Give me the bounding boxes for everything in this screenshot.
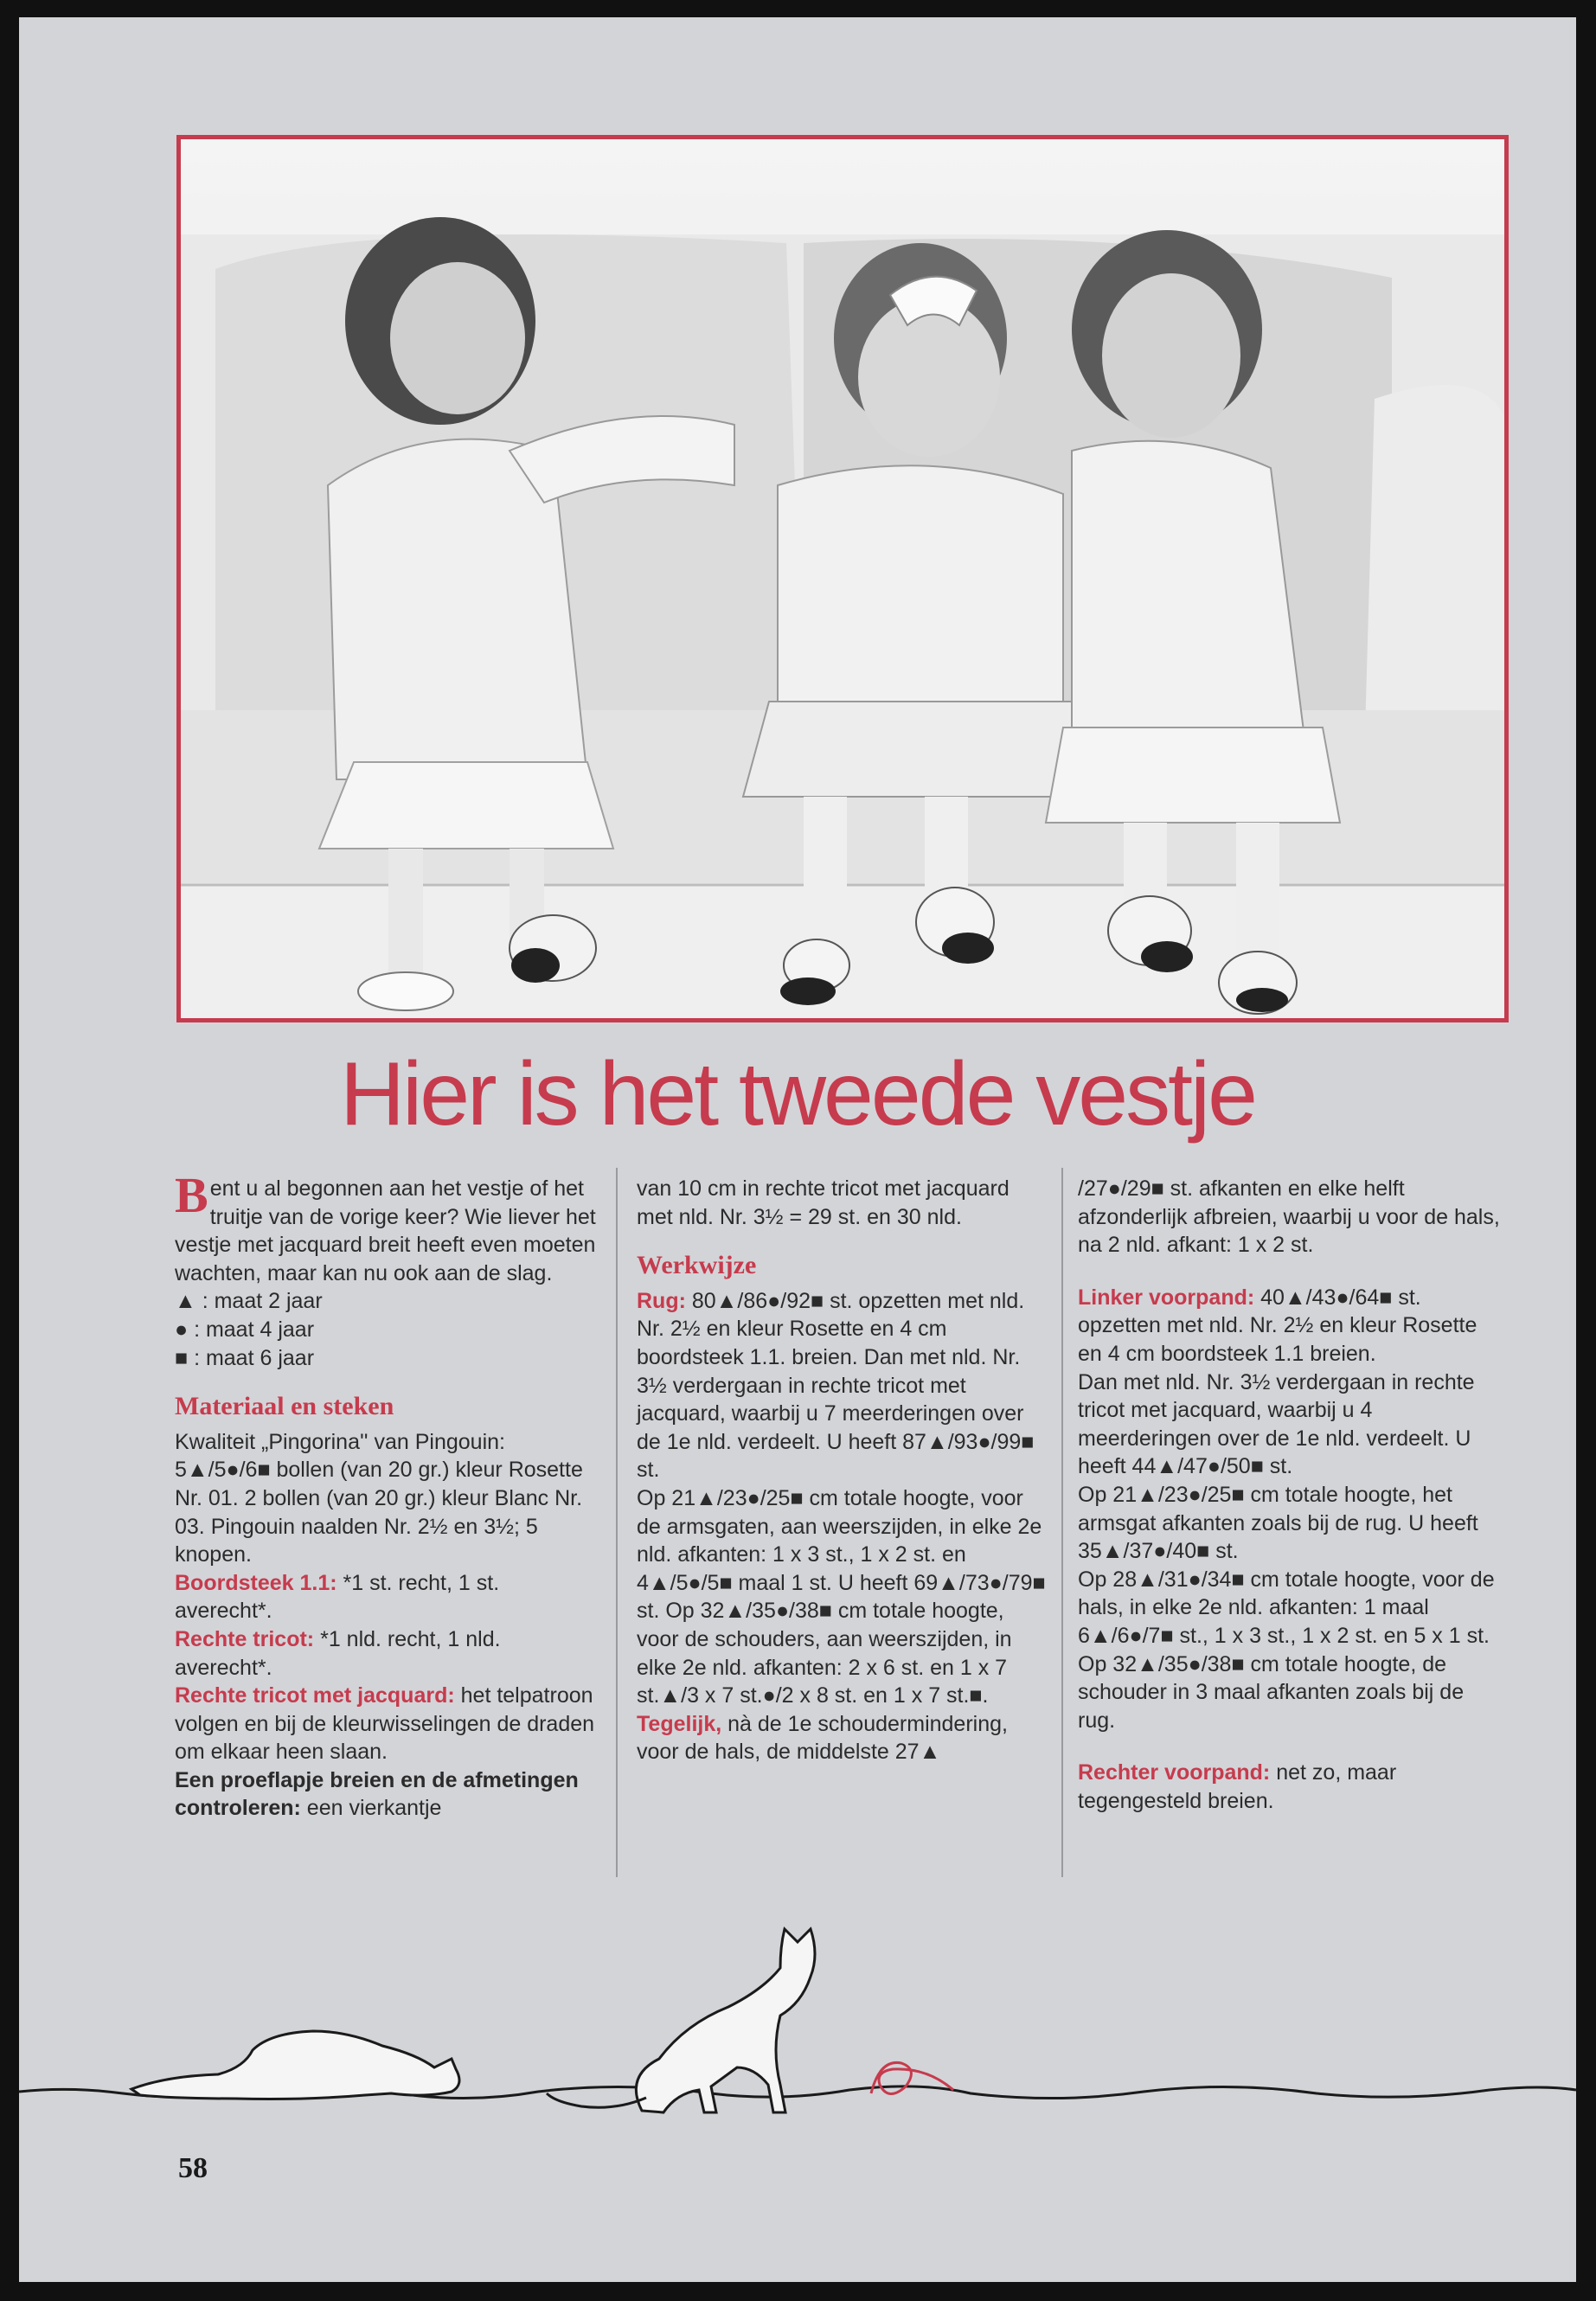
size-legend-item [175,1344,599,1373]
proef-paragraph [175,1766,599,1823]
column-3 [1078,1175,1502,1815]
standing-cat [636,1929,815,2112]
size-legend-item [175,1316,599,1344]
rechte-paragraph [175,1625,599,1682]
column-1 [175,1167,599,1823]
magazine-page [19,17,1576,2282]
rechter-text: net zo, maar tegengesteld breien. [1078,1760,1397,1813]
photo-illustration [181,139,1504,1018]
rechte-label: Rechte tricot: [175,1626,315,1651]
square-icon: ■ [175,1345,189,1370]
linker-label: Linker voorpand: [1078,1285,1255,1310]
cats-line-illustration [19,1886,1576,2163]
proef-text: een vierkantje [300,1796,442,1821]
page-title: Hier is het tweede vestje [340,1044,1255,1144]
size-label: : maat 2 jaar [202,1289,323,1314]
size-label: : maat 4 jaar [194,1317,315,1342]
linker-text: 40▲/43●/64■ st. opzetten met nld. Nr. 2½ en kleur Rosette en 4 cm boordsteek 1.1 breien. [1078,1285,1477,1366]
rechte-text: *1 nld. recht, 1 nld. averecht*. [175,1626,501,1680]
tegelijk-paragraph [637,1710,1048,1766]
column-divider [616,1168,618,1877]
column-divider [1061,1168,1063,1877]
drop-cap: B [175,1167,208,1223]
cat-tail [547,2093,646,2107]
size-legend-item [175,1287,599,1316]
crouching-cat [131,2031,459,2099]
rug-label: Rug: [637,1288,686,1313]
spacer [1078,1734,1502,1759]
photo-three-toddlers-on-sofa [176,135,1509,1022]
circle-icon: ● [175,1317,189,1342]
spacer [1078,1259,1502,1284]
size-label: : maat 6 jaar [194,1345,315,1370]
linker-paragraph-5: Op 32▲/35●/38■ cm totale hoogte, de schouder in 3 maal afkanten zoals bij de rug. [1078,1651,1465,1733]
rug-paragraph [637,1287,1048,1484]
proef-label: Een proeflapje breien en de afmetingen controleren: [175,1767,579,1821]
column-2 [637,1175,1048,1766]
continuation-text: van 10 cm in rechte tricot met jacquard met nld. Nr. 3½ = 29 st. en 30 nld. [637,1176,1010,1229]
jacquard-text: het telpatroon volgen en bij de kleurwisselingen de draden om elkaar heen slaan. [175,1683,595,1765]
boordsteek-label: Boordsteek 1.1: [175,1570,337,1595]
continuation-text: /27●/29■ st. afkanten en elke helft afzonderlijk afbreien, waarbij u voor de hals, na 2 nld. afkant: 1 x 2 st. [1078,1176,1500,1258]
boordsteek-paragraph [175,1569,599,1625]
linker-paragraph-3: Op 21▲/23●/25■ cm totale hoogte, het armsgat afkanten zoals bij de rug. U heeft 35▲/37●/40■ st. [1078,1482,1478,1564]
jacquard-label: Rechte tricot met jacquard: [175,1683,455,1708]
intro-text: ent u al begonnen aan het vestje of het truitje van de vorige keer? Wie liever het vestje met jacquard breit heeft even moeten wachten, maar kan nu ook aan de slag. [175,1176,596,1285]
section-heading-materials: Materiaal en steken [175,1392,394,1421]
intro-paragraph [175,1167,599,1287]
linker-paragraph [1078,1284,1502,1368]
section-heading-werkwijze: Werkwijze [637,1251,757,1280]
rechter-label: Rechter voorpand: [1078,1760,1271,1785]
page-number: 58 [178,2152,208,2184]
rug-paragraph-2: Op 21▲/23●/25■ cm totale hoogte, voor de armsgaten, aan weerszijden, in elke 2e nld. afkanten: 1 x 3 st., 1 x 2 st. en 4▲/5●/5■ maal 1 st. U heeft 69▲/73●/79■ st. Op 32▲/35●/38■ cm totale hoogte, voor de schouders, aan weerszijden, in elke 2e nld. afkanten: 2 x 6 st. en 1 x 7 st.▲/3 x 7 st.●/2 x 8 st. en 1 x 7 st.■. [637,1485,1046,1708]
rug-text: 80▲/86●/92■ st. opzetten met nld. Nr. 2½ en kleur Rosette en 4 cm boordsteek 1.1. breien. Dan met nld. Nr. 3½ verdergaan in rechte tricot met jacquard, waarbij u 7 meerderingen over de 1e nld. verdeelt. U heeft 87▲/93●/99■ st. [637,1288,1035,1483]
tegelijk-label: Tegelijk, [637,1711,722,1736]
linker-paragraph-2: Dan met nld. Nr. 3½ verdergaan in rechte tricot met jacquard, waarbij u 4 meerderingen over de 1e nld. verdeelt. U heeft 44▲/47●/50■ st. [1078,1369,1475,1479]
rechter-paragraph [1078,1759,1502,1815]
jacquard-paragraph [175,1682,599,1766]
materials-text: Kwaliteit „Pingorina'' van Pingouin: 5▲/5●/6■ bollen (van 20 gr.) kleur Rosette Nr. 01. 2 bollen (van 20 gr.) kleur Blanc Nr. 03. Pingouin naalden Nr. 2½ en 3½; 5 knopen. [175,1429,583,1567]
boordsteek-text: *1 st. recht, 1 st. averecht*. [175,1570,500,1624]
triangle-icon: ▲ [175,1289,196,1314]
tegelijk-text: nà de 1e schoudermindering, voor de hals, de middelste 27▲ [637,1711,1008,1765]
linker-paragraph-4: Op 28▲/31●/34■ cm totale hoogte, voor de hals, in elke 2e nld. afkanten: 1 maal 6▲/6●/7■ st., 1 x 3 st., 1 x 2 st. en 5 x 1 st. [1078,1567,1495,1648]
